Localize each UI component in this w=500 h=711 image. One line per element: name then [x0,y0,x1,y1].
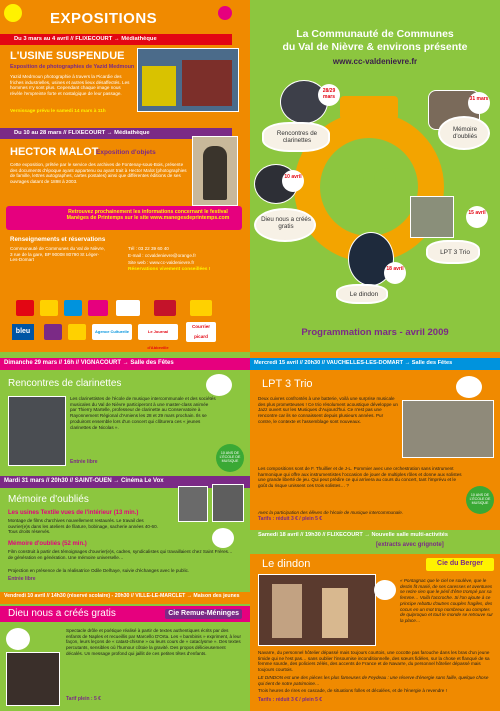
ev5-date-bar [250,530,500,554]
courrier-logo-text: Courrier picard [191,324,211,339]
ev5-company-chip [426,558,494,571]
logo-bar [340,96,398,120]
ev5-title: Le dindon [262,558,311,570]
ev3-photo [6,652,60,706]
ev2-price: Entrée libre [8,576,36,582]
sponsor-logo-7 [190,300,212,316]
ev3-price: Tarif plein : 5 € [66,696,101,702]
ev2-text3: Projection en présence de la réalisatrice Odile Delhaye, suivie d'échanges avec le public. [8,568,190,573]
expo2-date: Du 10 au 28 mars // FLIXECOURT → Médiathèque [14,130,150,136]
sponsor-logo-5 [116,300,140,316]
sponsor-logo-4 [88,300,108,316]
ev4-date: Mercredi 15 avril // 20h30 // VAUCHELLES-LES-DOMART → Salle des Fêtes [254,360,453,366]
ev4-title: LPT 3 Trio [262,378,313,390]
info-address: Communauté de Communes du Val de Nièvre, 3 rue de la gare, BP 90008 80790 St Léger-Les-Domart [10,246,105,263]
sponsor-logo-3 [64,300,82,316]
ev3-company: Cie Remue-Méninges [165,609,242,619]
ev2-title: Mémoire d'oubliés [8,494,89,505]
bubble3-date: 10 avril [284,174,302,180]
expo1-photo-detail-2 [182,60,232,106]
bubble3-label: Dieu nous a créés gratis [261,216,311,231]
bubble5-date-badge [384,262,406,284]
bleu-logo [12,324,34,340]
bubble1-label: Rencontres de clarinettes [276,130,318,145]
agence-culturelle-logo [92,324,132,340]
sponsor-logo-8 [44,324,62,340]
info-tel: Tél : 03 22 39 60 40 [128,246,169,251]
ev2-text1: Montage de films d'archives nouvellement restaurés. Le travail des ouvrier(e)s dans les ateliers de filature, bobinage, sacherie années 40-60. Tous droits réservés. [8,518,158,535]
theatre-icon [6,628,30,650]
expo1-date: Du 3 mars au 4 avril // FLIXECOURT → Médiathèque [14,36,157,42]
ev4-note: Avec la participation des élèves de l'école de musique intercommunale. [258,510,404,515]
bleu-logo-text: bleu [15,328,31,335]
ev5-text1: « Pontagnac que le ciel ne soulève, que le destin fit marié, de ses caresses et aventures se retire rien que le péril d'être trompé par sa femme… Voilà l'accroche. Si l'on ajoute à ce principe rebattu d'autres couples fragiles, des cocus en un mot trop nombreux au comptes de quiproquo et tout le monde se retrouve sur la place… [400,578,493,624]
org-title-2: du Val de Nièvre & environs présente [282,41,468,53]
bubble3-date-badge [282,170,304,192]
bubble4-date: 15 avril [468,210,486,216]
journal-logo [138,324,178,350]
expo1-title: L'USINE SUSPENDUE [10,50,125,62]
ev5-text4: Trois heures de rires en cascade, de situations folles et décalées, et de l'énergie à revendre ! [258,688,447,693]
bubble4-photo [410,196,454,238]
ev4-badge-text: 10 ANS DE L'ÉCOLE DE MUSIQUE [469,493,491,505]
sponsor-logo-1 [16,300,34,316]
logo-eye-left [342,168,364,190]
ev3-title: Dieu nous a créés gratis [8,608,116,619]
expo2-title: HECTOR MALOT [10,146,99,158]
bubble1-date: 28/29 mars [322,88,336,100]
promo-text: Retrouvez prochainement les informations concernant le festival Manèges de Printemps sur le site www.manegesdeprintemps.com [66,209,230,221]
ev4-date-bar [250,358,500,370]
corner-flower-icon [4,4,22,22]
ev1-photo [8,396,66,466]
programme-title: Programmation mars - avril 2009 [301,327,449,338]
bubble5[interactable] [336,284,388,304]
ev3-text: Spectacle drôle et poétique réalisé à partir de textes authentiques écrits par des enfants de Naples et recueillis par Marcello D'Orta. Les « bambinis » expriment, à leur façon, leurs leçons de « catast-chisme » ou leurs cours de « cataclysme ». Des textes percutants, sensibles où l'humour côtoie la gravité. Des propos délicieusement décalés. Un message profond qui jaillit de ces petites têtes d'enfants. [66,628,242,656]
journal-logo-text: Le Journal d'Abbeville [147,329,169,350]
website-link[interactable]: www.cc-valdenievre.fr [332,57,418,66]
ev2-photo-1 [178,486,208,522]
bubble2[interactable] [438,116,490,150]
bubble1[interactable] [262,122,330,152]
ev1-date-bar [0,358,250,370]
bubble3[interactable] [254,208,316,242]
bubble4-label: LPT 3 Trio [440,249,470,256]
ev5-date: Samedi 18 avril // 19h30 // FLIXECOURT → Nouvelle salle multi-activités [258,532,448,538]
ev4-text2: Les compositions sont de F. Thuillier et de J-L. Pommier avec une orchestration sans instrument harmonique qui offre aux instrumentistes l'occasion de jouer de multiples rôles et donne aux solistes une grande liberté de jeu. Qui peut prédire ce qui arrivera au cours du concert, tant l'imprévu et le goût du risque unissent ces trois solistes… ? [258,466,462,489]
ev5-price: Tarifs : réduit 3 € / plein 5 € [258,697,323,703]
info-email: E-mail : ccvaldenievre@orange.fr [128,253,196,258]
ev4-text1: Deux cuivres confrontés à une batterie, voilà une surprise musicale des plus prometteuses ! Ce trio résolument acoustique développe un Jazz ouvert sur les Musiques d'Aujourd'hui. Ce n'est pas une rencontre car ils se connaissent depuis plusieurs années. Pur contre, le contexte et l'assemblage sont nouveaux. [258,396,398,424]
expo1-footer: Vernissage prévu le samedi 14 mars à 11h [10,109,106,114]
info-title: Renseignements et réservations [10,236,106,243]
logo-eye-right [374,168,396,190]
ev5-photo-detail [272,584,302,638]
ev2-date: Mardi 31 mars // 20h30 // SAINT-OUEN → Cinéma Le Vox [4,478,164,484]
ev5-photo-detail-2 [322,588,348,638]
sponsor-logo-9 [68,324,86,340]
ev2-photo-2 [212,484,244,522]
bubble4[interactable] [426,240,480,264]
ev5-extract: [extracts avec grignote] [376,542,444,548]
expo1-text: Yazid Medmoun photographie à travers la Picardie des friches industrielles, usines et autres lieux désaffectés. Les hommes n'y sont plus. Cependant chaque image nous révèle l'empreinte forte et nostalgique de leur passage. [10,74,130,97]
ev1-badge-text: 10 ANS DE L'ÉCOLE DE MUSIQUE [219,451,241,463]
ev2-sub2: Mémoire d'oubliés (52 min.) [8,541,87,547]
sponsor-logo-6 [154,300,176,316]
ev5-text3: LE DINDON est une des pièces les plus fameuses de Feydeau : une réserve d'énergie sans faille, quelque chose qui tient de notre patrimoine… [258,675,489,686]
ev2-sub1: Les usines Textile vues de l'intérieur (13 min.) [8,510,139,516]
courrier-logo [186,322,216,342]
ev2-text2: Film construit à partir des témoignages d'ouvrier(e)s, cadres, syndicalistes qui travaillaient chez Saint Frères… de génération en génération. Une mémoire universelle… [8,549,233,560]
ev1-badge [216,444,244,472]
ev5-company: Cie du Berger [437,560,483,567]
expositions-title: EXPOSITIONS [50,10,158,27]
ev4-photo [402,400,494,458]
agence-logo-text: Agence Culturelle [94,329,129,334]
bubble1-date-badge [318,84,340,106]
ev3-date: Vendredi 10 avril // 14h30 (réservé scolaire) - 20h30 // VILLE-LE-MARCLET → Maison des jeunes [4,593,240,599]
ev5-text2: Navarre, du personnel hôtelier dépassé mais toujours courtois, une cocotte pas farouche dans les bras d'un jeune timide qui ne l'est pas… sans oublier l'insoumise inconditionnelle, des sœurs fidèles, sur la chose et flanqué de sa femme sourde, des policiers zélés, des accents de France et de Navarre, du personnel hôtelier dépassé mais toujours courtois. [258,650,490,673]
expo1-date-bar [0,34,232,45]
expo2-text: Cette exposition, prêtée par le service des archives de Fontenay-sous-Bois, présente des documents d'époque ayant appartenu ou ayant trait à Hector Malot (photographies de famille, lettres autographes, cartes postales) ainsi que différentes éditions de ses ouvrages datant de 1898 à 2003. [10,162,187,185]
ev1-title: Rencontres de clarinettes [8,378,122,389]
ev4-price: Tarifs : réduit 3 € / plein 5 € [258,516,323,522]
musique-icon [206,374,232,396]
ev4-badge [466,486,494,514]
cover-panel [250,0,500,352]
sponsor-logo-2 [40,300,58,316]
bottom-right-panel [250,352,500,711]
promo-box [6,206,242,230]
expositions-panel [0,0,248,352]
musique-icon-2 [456,376,482,398]
ev3-date-bar [0,592,250,604]
bottom-left-panel [0,352,250,711]
bubble5-label: Le dindon [349,291,379,298]
ev1-text: Les clarinettistes de l'école de musique intercommunale et des sociétés musicales du Val de Nièvre participeront à une master-class animée par Thierry Martelle, professeur de clarinette au Conservatoire à Rayonnement Régional d'Amiens les 28 et 29 mars prochain. Ils se produiront ensemble lors d'un concert qui clôturera ces « jeunes clarinettes de Nicolas ». [70,396,216,430]
bubble4-date-badge [466,206,488,228]
cinema-icon [212,528,234,548]
expo1-photo-detail [142,66,176,106]
expo1-subtitle: Exposition de photographies de Yazid Medmoun [10,64,135,70]
corner-flower-icon-2 [218,6,232,20]
ev1-date: Dimanche 29 mars // 16h // VIGNACOURT → Salle des Fêtes [4,360,174,366]
bubble5-date: 18 avril [386,266,404,272]
info-reservation: Réservations vivement conseillées ! [128,267,211,272]
info-site: Site web : www.cc-valdenievre.fr [128,260,195,265]
bubble2-date-badge [468,92,490,114]
info-section [6,236,242,296]
expo2-portrait-figure [203,146,227,200]
org-title-1: La Communauté de Communes [296,28,454,40]
ev3-title-bar [0,606,250,622]
bubble2-label: Mémoire d'oubliés [452,126,478,141]
expo2-subtitle: Exposition d'objets [96,149,156,156]
bubble2-date: 31 mars [469,96,489,102]
ev1-price: Entrée libre [70,459,98,465]
theatre-icon-2 [374,580,396,600]
